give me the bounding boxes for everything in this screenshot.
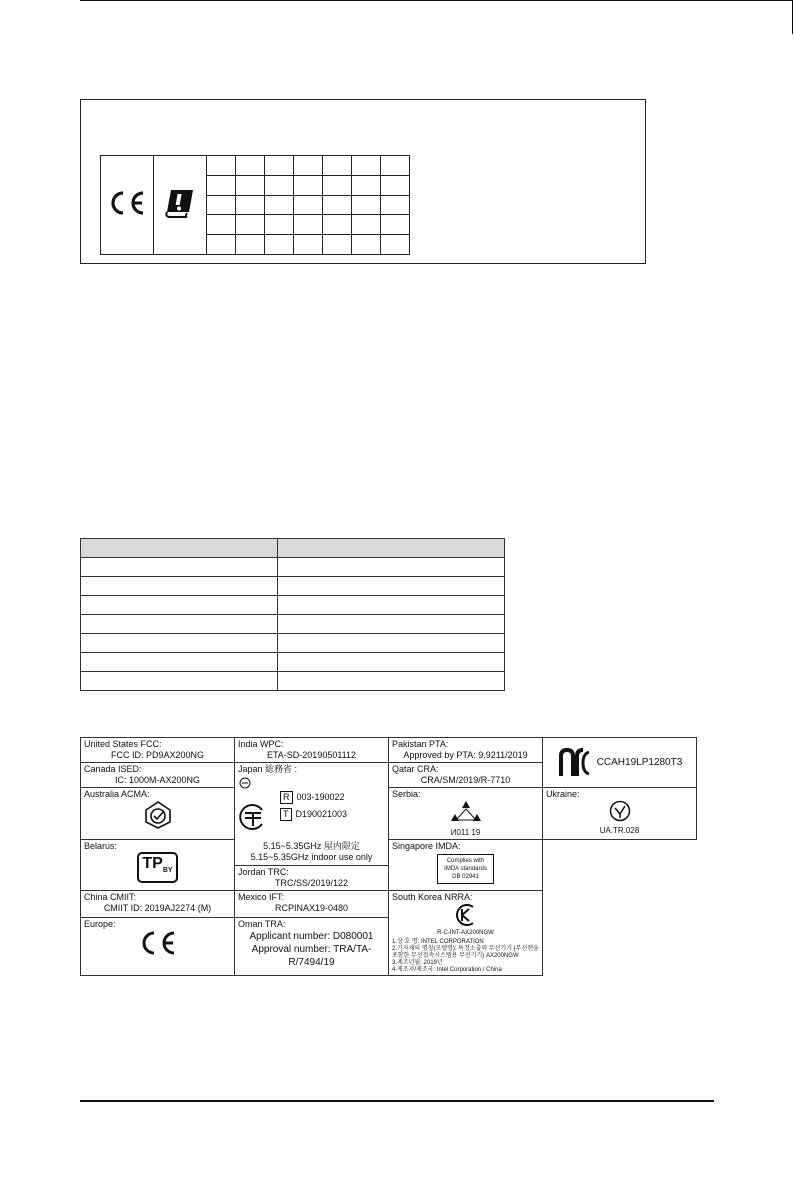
- ce-marks-table: [100, 155, 410, 255]
- ukraine-mark-icon: [609, 800, 631, 822]
- ce-mark-icon: [138, 930, 178, 956]
- header-rule: [80, 0, 793, 1]
- cell-japan: Japan 総務省 : R 003-190022 T D190021003 5.15~5.35GHz 屋内限定 5.15~5.35GHz indoor use only: [235, 763, 389, 866]
- ce-notice-box: [80, 99, 646, 264]
- cell-oman-tra: Oman TRA: Applicant number: D080001 Approval number: TRA/TA-R/7494/19: [235, 918, 389, 976]
- cell-ukraine: Ukraine: UA.TR.028: [543, 788, 697, 840]
- table-row: [81, 615, 505, 634]
- table-row: [81, 634, 505, 653]
- cell-india-wpc: India WPC: ETA-SD-20190501112: [235, 738, 389, 763]
- giteki-mark-icon: [238, 802, 268, 832]
- cell-pakistan-pta: Pakistan PTA: Approved by PTA: 9.9211/2019: [389, 738, 543, 763]
- spec-table: [80, 538, 505, 691]
- table-row: [81, 653, 505, 672]
- table-header-row: [81, 539, 505, 558]
- cell-europe: Europe:: [81, 918, 235, 976]
- cell-china-cmiit: China CMIIT: CMIIT ID: 2019AJ2274 (M): [81, 891, 235, 918]
- ncc-logo-icon: [557, 748, 593, 778]
- cell-us-fcc: United States FCC: FCC ID: PD9AX200NG: [81, 738, 235, 763]
- rcm-mark-icon: [143, 800, 173, 830]
- table-row: [81, 558, 505, 577]
- cell-korea-nrra: South Korea NRRA: R-C-INT-AX200NGW 1.상 호 명: INTEL CORPORATION 2.기자재의 명칭(모델명): 특정소출력 무선기기 (무선랜을 포함한 무선접속시스템용 무선기기) AX200NGW 3.제조년월: 2019년 4.제조자/제조국: Intel Corporation / China: [389, 891, 543, 976]
- header-rule-tick: [792, 0, 793, 34]
- cell-serbia: Serbia: И011 19: [389, 788, 543, 840]
- footer-rule: [80, 1100, 714, 1102]
- cell-jordan-trc: Jordan TRC: TRC/SS/2019/122: [235, 866, 389, 891]
- cell-mexico-ift: Mexico IFT: RCPINAX19-0480: [235, 891, 389, 918]
- certification-table: [80, 737, 697, 976]
- ce-mark-icon: [107, 190, 147, 216]
- wireless-alert-icon: [163, 186, 197, 220]
- table-row: [81, 596, 505, 615]
- giteki-small-icon: [238, 777, 252, 789]
- table-row: [81, 672, 505, 691]
- cell-belarus: Belarus: $TP_{BY}$: [81, 840, 235, 891]
- kc-mark-icon: [455, 903, 477, 927]
- cell-ncc: CCAH19LP1280T3: [543, 738, 697, 788]
- imda-label-box: Complies with IMDA standards DB 02941: [437, 854, 494, 884]
- alert-mark-cell: [154, 156, 207, 255]
- eac-tp-mark-icon: $TP_{BY}$: [137, 852, 177, 883]
- cell-canada-ised: Canada ISED: IC: 1000M-AX200NG: [81, 763, 235, 788]
- ce-mark-cell: [101, 156, 154, 255]
- serbia-mark-icon: [449, 800, 483, 824]
- cell-singapore-imda: Singapore IMDA: Complies with IMDA standards DB 02941: [389, 840, 543, 891]
- cell-australia-acma: Australia ACMA:: [81, 788, 235, 840]
- table-row: [81, 577, 505, 596]
- cell-qatar-cra: Qatar CRA: CRA/SM/2019/R-7710: [389, 763, 543, 788]
